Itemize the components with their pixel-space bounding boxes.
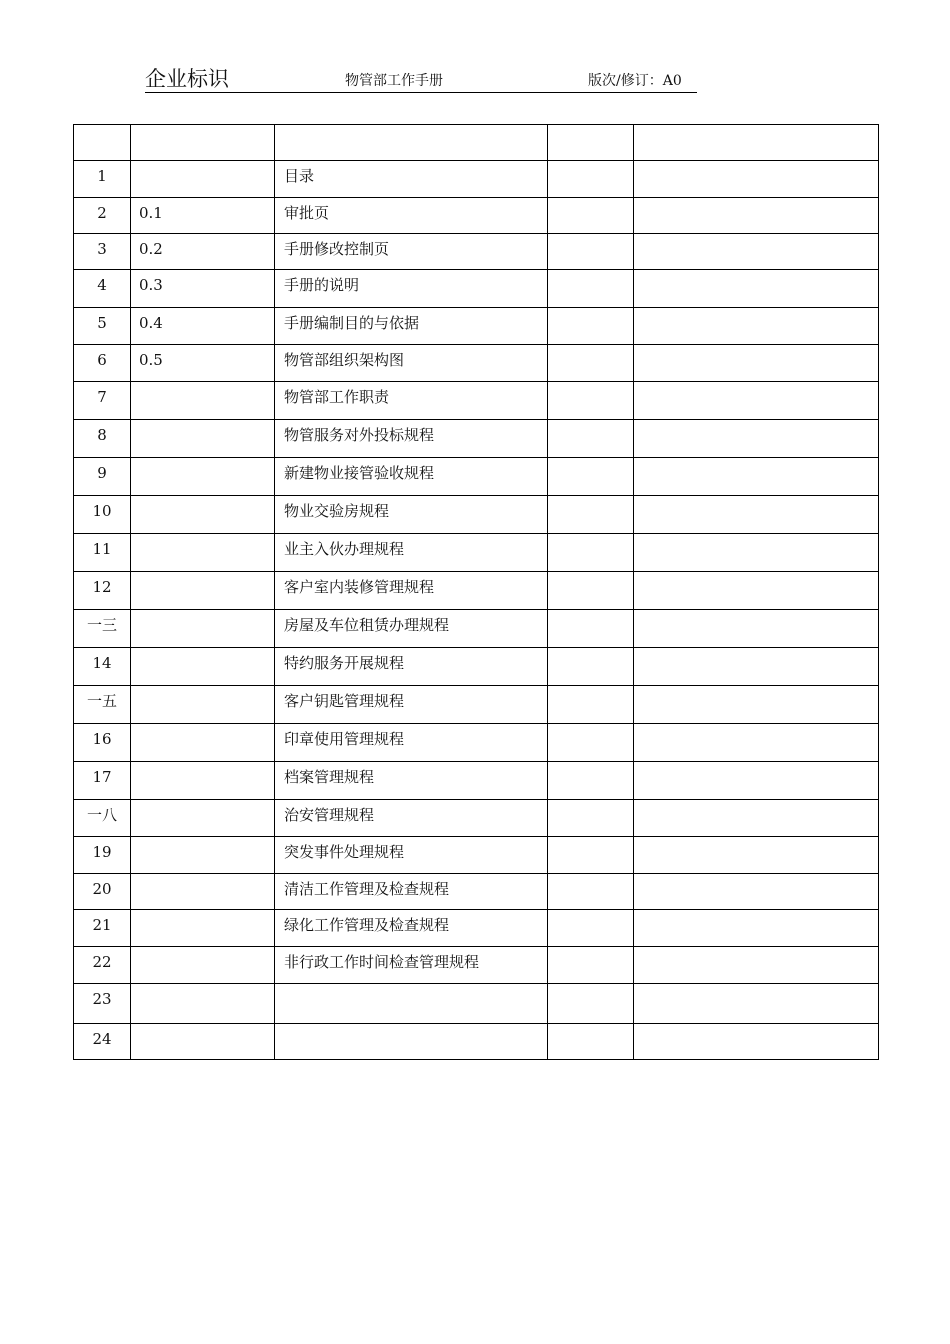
blank-cell <box>548 458 634 496</box>
blank-cell-text <box>548 724 633 730</box>
blank-cell <box>548 984 634 1024</box>
section-code-cell <box>131 198 275 234</box>
section-code-cell <box>131 161 275 198</box>
document-name-cell-text: 客户室内装修管理规程 <box>284 578 435 596</box>
blank-cell <box>548 345 634 382</box>
document-name-cell-text: 突发事件处理规程 <box>284 843 405 861</box>
section-code-cell <box>131 270 275 308</box>
document-name-cell-text: 绿化工作管理及检查规程 <box>284 916 450 934</box>
blank-cell <box>634 270 879 308</box>
table-row <box>74 345 879 382</box>
blank-cell-text <box>634 198 878 204</box>
blank-cell-text <box>548 234 633 240</box>
blank-cell <box>548 610 634 648</box>
blank-cell-text <box>634 837 878 843</box>
blank-cell-text <box>548 947 633 953</box>
row-number-cell-text: 23 <box>92 990 112 1008</box>
document-name-cell <box>275 345 548 382</box>
section-code-cell-text <box>131 496 274 502</box>
section-code-cell <box>131 947 275 984</box>
section-code-cell <box>131 724 275 762</box>
section-code-cell-text <box>131 874 274 880</box>
row-number-cell-text: 5 <box>97 314 107 332</box>
document-name-cell <box>275 724 548 762</box>
table-row <box>74 420 879 458</box>
blank-cell-text <box>634 308 878 314</box>
row-number-cell-text: 21 <box>92 916 112 934</box>
row-number-cell <box>74 724 131 762</box>
section-code-cell <box>131 382 275 420</box>
document-name-cell <box>275 382 548 420</box>
row-number-cell <box>74 837 131 874</box>
table-row <box>74 947 879 984</box>
row-number-cell-text: 14 <box>92 654 112 672</box>
header-cell <box>548 125 634 161</box>
page-header <box>145 66 697 93</box>
section-code-cell <box>131 1024 275 1060</box>
blank-cell-text <box>548 496 633 502</box>
blank-cell-text <box>634 382 878 388</box>
section-code-cell-text: 0.2 <box>139 240 163 258</box>
document-name-cell <box>275 234 548 270</box>
table-row <box>74 1024 879 1060</box>
document-name-cell <box>275 800 548 837</box>
section-code-cell <box>131 648 275 686</box>
document-name-cell <box>275 270 548 308</box>
row-number-cell-text: 1 <box>97 167 107 185</box>
table-row <box>74 610 879 648</box>
section-code-cell <box>131 458 275 496</box>
blank-cell-text <box>548 572 633 578</box>
row-number-cell-text: 3 <box>97 240 107 258</box>
blank-cell-text <box>634 534 878 540</box>
table-row <box>74 382 879 420</box>
section-code-cell <box>131 308 275 345</box>
document-name-cell <box>275 648 548 686</box>
row-number-cell <box>74 458 131 496</box>
blank-cell <box>634 458 879 496</box>
table-row <box>74 572 879 610</box>
row-number-cell-text: 22 <box>92 953 112 971</box>
blank-cell-text <box>548 762 633 768</box>
row-number-cell <box>74 984 131 1024</box>
blank-cell-text <box>634 496 878 502</box>
blank-cell-text <box>634 420 878 426</box>
blank-cell <box>634 648 879 686</box>
row-number-cell <box>74 610 131 648</box>
blank-cell-text <box>634 161 878 167</box>
document-name-cell <box>275 1024 548 1060</box>
document-name-cell <box>275 837 548 874</box>
section-code-cell <box>131 534 275 572</box>
blank-cell-text <box>548 837 633 843</box>
section-code-cell-text: 0.5 <box>139 351 163 369</box>
blank-cell-text <box>634 984 878 990</box>
section-code-cell-text <box>131 572 274 578</box>
document-name-cell-text: 客户钥匙管理规程 <box>284 692 405 710</box>
row-number-cell-text: 20 <box>92 880 112 898</box>
blank-cell-text <box>548 534 633 540</box>
table-row <box>74 496 879 534</box>
blank-cell-text <box>548 382 633 388</box>
section-code-cell-text <box>131 947 274 953</box>
blank-cell-text <box>548 420 633 426</box>
manual-title: 物管部工作手册 <box>345 73 443 89</box>
document-name-cell <box>275 534 548 572</box>
blank-cell-text <box>548 458 633 464</box>
blank-cell <box>634 234 879 270</box>
section-code-cell <box>131 762 275 800</box>
blank-cell-text <box>548 686 633 692</box>
blank-cell <box>634 724 879 762</box>
section-code-cell <box>131 420 275 458</box>
document-name-cell <box>275 308 548 345</box>
blank-cell-text <box>548 345 633 351</box>
blank-cell <box>548 947 634 984</box>
section-code-cell-text <box>131 762 274 768</box>
section-code-cell <box>131 874 275 910</box>
blank-cell-text <box>634 1024 878 1030</box>
table-row <box>74 161 879 198</box>
blank-cell-text <box>634 610 878 616</box>
blank-cell-text <box>634 572 878 578</box>
blank-cell-text <box>548 910 633 916</box>
table-row <box>74 874 879 910</box>
document-name-cell-text: 非行政工作时间检查管理规程 <box>284 953 480 971</box>
document-name-cell-text: 审批页 <box>284 204 330 222</box>
document-name-cell-text: 目录 <box>284 167 315 185</box>
table-row <box>74 270 879 308</box>
document-name-cell <box>275 161 548 198</box>
section-code-cell-text: 0.1 <box>139 204 163 222</box>
section-code-cell-text <box>131 984 274 990</box>
section-code-cell <box>131 496 275 534</box>
row-number-cell <box>74 420 131 458</box>
row-number-cell <box>74 382 131 420</box>
section-code-cell <box>131 984 275 1024</box>
blank-cell <box>548 910 634 947</box>
row-number-cell <box>74 572 131 610</box>
row-number-cell <box>74 234 131 270</box>
section-code-cell-text <box>131 382 274 388</box>
section-code-cell-text <box>131 686 274 692</box>
blank-cell-text <box>548 648 633 654</box>
blank-cell-text <box>548 1024 633 1030</box>
blank-cell <box>634 800 879 837</box>
blank-cell <box>634 610 879 648</box>
blank-cell <box>548 234 634 270</box>
section-code-cell-text <box>131 161 274 167</box>
row-number-cell-text: 19 <box>92 843 112 861</box>
row-number-cell-text: 4 <box>97 276 107 294</box>
blank-cell <box>634 161 879 198</box>
section-code-cell-text: 0.4 <box>139 314 163 332</box>
section-code-cell-text <box>131 1024 274 1030</box>
document-name-cell <box>275 910 548 947</box>
document-name-cell-text: 业主入伙办理规程 <box>284 540 405 558</box>
blank-cell <box>548 308 634 345</box>
document-name-cell <box>275 947 548 984</box>
section-code-cell-text <box>131 420 274 426</box>
document-name-cell-text: 物管服务对外投标规程 <box>284 426 435 444</box>
blank-cell-text <box>548 270 633 276</box>
version-revision: 版次/修订：A0 <box>588 73 682 89</box>
document-name-cell-text: 物管部组织架构图 <box>284 351 405 369</box>
blank-cell-text <box>634 800 878 806</box>
document-name-cell-text: 清洁工作管理及检查规程 <box>284 880 450 898</box>
blank-cell-text <box>548 984 633 990</box>
row-number-cell-text: 6 <box>97 351 107 369</box>
table-row <box>74 837 879 874</box>
document-name-cell <box>275 984 548 1024</box>
row-number-cell-text: 12 <box>92 578 112 596</box>
blank-cell-text <box>634 686 878 692</box>
row-number-cell <box>74 270 131 308</box>
blank-cell-text <box>548 874 633 880</box>
blank-cell <box>634 345 879 382</box>
row-number-cell <box>74 686 131 724</box>
table-row <box>74 910 879 947</box>
blank-cell-text <box>634 234 878 240</box>
document-name-cell-text: 物业交验房规程 <box>284 502 390 520</box>
row-number-cell-text: 24 <box>92 1030 112 1048</box>
blank-cell <box>634 572 879 610</box>
header-cell <box>275 125 548 161</box>
company-logo-text: 企业标识 <box>145 67 229 91</box>
table-row <box>74 686 879 724</box>
row-number-cell-text: 一八 <box>86 806 117 824</box>
blank-cell <box>548 800 634 837</box>
row-number-cell <box>74 308 131 345</box>
row-number-cell <box>74 947 131 984</box>
row-number-cell <box>74 1024 131 1060</box>
row-number-cell <box>74 534 131 572</box>
table-row <box>74 800 879 837</box>
section-code-cell <box>131 837 275 874</box>
row-number-cell-text: 10 <box>92 502 112 520</box>
blank-cell <box>548 837 634 874</box>
blank-cell <box>634 686 879 724</box>
blank-cell <box>634 198 879 234</box>
section-code-cell-text: 0.3 <box>139 276 163 294</box>
blank-cell <box>548 724 634 762</box>
blank-cell-text <box>634 724 878 730</box>
table-header-row <box>74 125 879 161</box>
blank-cell-text <box>548 800 633 806</box>
document-name-cell-text: 房屋及车位租赁办理规程 <box>284 616 450 634</box>
row-number-cell-text: 16 <box>92 730 112 748</box>
document-name-cell-text: 手册编制目的与依据 <box>284 314 420 332</box>
blank-cell <box>634 762 879 800</box>
document-name-cell <box>275 572 548 610</box>
blank-cell <box>548 686 634 724</box>
blank-cell <box>548 762 634 800</box>
document-name-cell-text: 新建物业接管验收规程 <box>284 464 435 482</box>
table-row <box>74 984 879 1024</box>
blank-cell <box>634 496 879 534</box>
table-row <box>74 724 879 762</box>
blank-cell <box>548 874 634 910</box>
blank-cell <box>548 1024 634 1060</box>
header-cell <box>74 125 131 161</box>
row-number-cell <box>74 874 131 910</box>
document-name-cell-text: 物管部工作职责 <box>284 388 390 406</box>
document-name-cell-text: 治安管理规程 <box>284 806 375 824</box>
row-number-cell <box>74 161 131 198</box>
document-name-cell-text <box>275 984 547 990</box>
document-name-cell-text: 手册的说明 <box>284 276 360 294</box>
blank-cell <box>548 496 634 534</box>
document-name-cell <box>275 420 548 458</box>
section-code-cell <box>131 610 275 648</box>
row-number-cell-text: 2 <box>97 204 107 222</box>
blank-cell <box>634 947 879 984</box>
document-name-cell <box>275 458 548 496</box>
row-number-cell-text: 17 <box>92 768 112 786</box>
blank-cell-text <box>634 910 878 916</box>
blank-cell-text <box>634 648 878 654</box>
header-cell <box>131 125 275 161</box>
blank-cell <box>634 382 879 420</box>
blank-cell <box>548 270 634 308</box>
blank-cell <box>634 420 879 458</box>
section-code-cell <box>131 910 275 947</box>
blank-cell-text <box>548 161 633 167</box>
blank-cell-text <box>634 874 878 880</box>
section-code-cell-text <box>131 837 274 843</box>
section-code-cell-text <box>131 458 274 464</box>
blank-cell-text <box>634 947 878 953</box>
document-name-cell <box>275 496 548 534</box>
table-row <box>74 198 879 234</box>
table-row <box>74 458 879 496</box>
blank-cell <box>634 837 879 874</box>
header-cell <box>634 125 879 161</box>
row-number-cell <box>74 910 131 947</box>
section-code-cell <box>131 572 275 610</box>
blank-cell <box>548 572 634 610</box>
row-number-cell-text: 11 <box>92 540 112 558</box>
section-code-cell-text <box>131 800 274 806</box>
document-name-cell-text <box>275 1024 547 1030</box>
document-name-cell-text: 手册修改控制页 <box>284 240 390 258</box>
section-code-cell <box>131 234 275 270</box>
section-code-cell-text <box>131 610 274 616</box>
table-row <box>74 234 879 270</box>
blank-cell-text <box>634 270 878 276</box>
blank-cell <box>634 910 879 947</box>
blank-cell-text <box>548 198 633 204</box>
document-name-cell <box>275 686 548 724</box>
document-name-cell <box>275 610 548 648</box>
row-number-cell-text: 8 <box>97 426 107 444</box>
blank-cell-text <box>548 610 633 616</box>
row-number-cell <box>74 345 131 382</box>
row-number-cell <box>74 496 131 534</box>
section-code-cell-text <box>131 648 274 654</box>
blank-cell <box>634 308 879 345</box>
document-name-cell <box>275 874 548 910</box>
blank-cell <box>548 198 634 234</box>
section-code-cell <box>131 800 275 837</box>
toc-table <box>73 124 879 1060</box>
row-number-cell <box>74 800 131 837</box>
section-code-cell-text <box>131 910 274 916</box>
row-number-cell-text: 一五 <box>86 692 117 710</box>
blank-cell <box>548 382 634 420</box>
blank-cell <box>634 984 879 1024</box>
blank-cell <box>548 161 634 198</box>
blank-cell-text <box>634 458 878 464</box>
document-name-cell-text: 特约服务开展规程 <box>284 654 405 672</box>
row-number-cell <box>74 198 131 234</box>
section-code-cell-text <box>131 534 274 540</box>
blank-cell <box>634 874 879 910</box>
blank-cell-text <box>634 762 878 768</box>
document-name-cell <box>275 762 548 800</box>
section-code-cell-text <box>131 724 274 730</box>
blank-cell <box>548 420 634 458</box>
table-row <box>74 762 879 800</box>
row-number-cell <box>74 648 131 686</box>
blank-cell <box>634 1024 879 1060</box>
row-number-cell-text: 一三 <box>86 616 117 634</box>
blank-cell-text <box>634 345 878 351</box>
row-number-cell <box>74 762 131 800</box>
blank-cell <box>548 648 634 686</box>
row-number-cell-text: 7 <box>97 388 107 406</box>
table-row <box>74 534 879 572</box>
blank-cell <box>634 534 879 572</box>
section-code-cell <box>131 345 275 382</box>
table-row <box>74 308 879 345</box>
document-name-cell <box>275 198 548 234</box>
blank-cell-text <box>548 308 633 314</box>
table-row <box>74 648 879 686</box>
section-code-cell <box>131 686 275 724</box>
row-number-cell-text: 9 <box>97 464 107 482</box>
document-name-cell-text: 印章使用管理规程 <box>284 730 405 748</box>
document-name-cell-text: 档案管理规程 <box>284 768 375 786</box>
blank-cell <box>548 534 634 572</box>
